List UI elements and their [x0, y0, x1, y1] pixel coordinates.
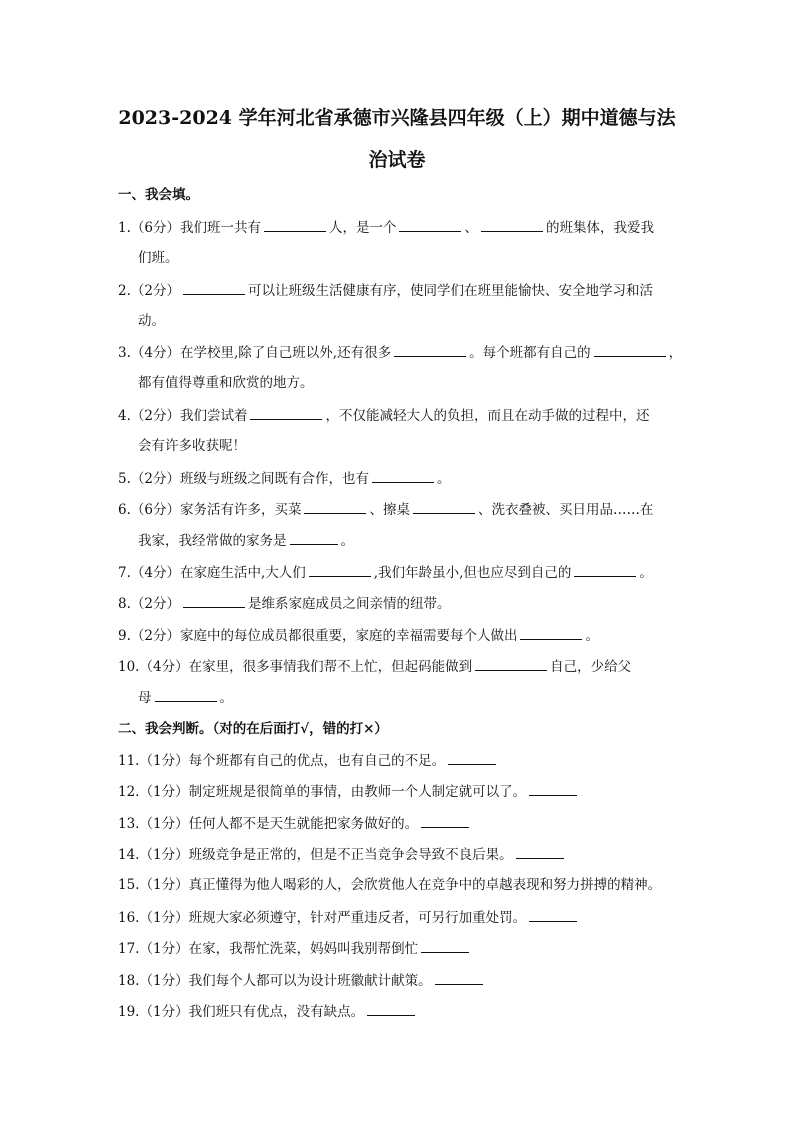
- answer-blank: [481, 218, 543, 232]
- question-10: 10.（4分）在家里，很多事情我们帮不上忙，但起码能做到 自己，少给父: [118, 659, 632, 675]
- question-1: 1.（6分）我们班一共有 人，是一个 、 的班集体，我爱我: [118, 220, 654, 236]
- answer-blank: [394, 343, 466, 357]
- answer-blank: [155, 688, 217, 702]
- answer-blank: [264, 218, 326, 232]
- question-3: 3.（4分）在学校里,除了自己班以外,还有很多 。每个班都有自己的 ，: [118, 345, 683, 361]
- question-1-cont: 们班。: [138, 250, 179, 266]
- judge-question: 19.（1分）我们班只有优点，没有缺点。: [118, 1002, 418, 1021]
- answer-blank: [183, 281, 245, 295]
- answer-blank: [574, 563, 636, 577]
- judge-question: 18.（1分）我们每个人都可以为设计班徽献计献策。: [118, 971, 486, 990]
- judge-question: 14.（1分）班级竞争是正常的，但是不正当竞争会导致不良后果。: [118, 845, 567, 864]
- exam-title-line1: 2023-2024 学年河北省承德市兴隆县四年级（上）期中道德与法: [118, 107, 676, 129]
- answer-blank: [520, 626, 582, 640]
- answer-blank: [421, 814, 469, 828]
- answer-blank: [413, 500, 475, 514]
- judge-question: 11.（1分）每个班都有自己的优点，也有自己的不足。: [118, 751, 499, 770]
- judge-question: 17.（1分）在家，我帮忙洗菜，妈妈叫我别帮倒忙: [118, 939, 472, 958]
- question-4-cont: 会有许多收获呢！: [138, 438, 246, 454]
- question-6: 6.（6分）家务活有许多，买菜 、擦桌 、洗衣叠被、买日用品……在: [118, 502, 654, 518]
- section-heading-judge: 二、我会判断。（对的在后面打√，错的打×）: [118, 721, 388, 737]
- exam-title-line2: 治试卷: [368, 149, 426, 171]
- question-8: 8.（2分） 是维系家庭成员之间亲情的纽带。: [118, 596, 451, 612]
- judge-question: 12.（1分）制定班规是很简单的事情，由教师一个人制定就可以了。: [118, 782, 580, 801]
- answer-blank: [435, 971, 483, 985]
- answer-blank: [372, 469, 434, 483]
- section-heading-fill: 一、我会填。: [118, 187, 199, 203]
- answer-blank: [183, 594, 245, 608]
- answer-blank: [529, 908, 577, 922]
- question-6-cont: 我家，我经常做的家务是 。: [138, 533, 354, 549]
- question-5: 5.（2分）班级与班级之间既有合作，也有 。: [118, 471, 451, 487]
- judge-question: 16.（1分）班规大家必须遵守，针对严重违反者，可另行加重处罚。: [118, 908, 580, 927]
- question-4: 4.（2分）我们尝试着 ，不仅能减轻大人的负担，而且在动手做的过程中，还: [118, 408, 650, 424]
- question-7: 7.（4分）在家庭生活中,大人们 ,我们年龄虽小,但也应尽到自己的 。: [118, 565, 653, 581]
- question-10-cont: 母 。: [138, 690, 233, 706]
- answer-blank: [421, 939, 469, 953]
- answer-blank: [516, 845, 564, 859]
- answer-blank: [290, 531, 338, 545]
- question-2-cont: 动。: [138, 313, 165, 329]
- answer-blank: [250, 406, 322, 420]
- answer-blank: [448, 751, 496, 765]
- answer-blank: [594, 343, 666, 357]
- answer-blank: [475, 657, 547, 671]
- question-3-cont: 都有值得尊重和欣赏的地方。: [138, 375, 314, 391]
- answer-blank: [529, 782, 577, 796]
- answer-blank: [367, 1002, 415, 1016]
- answer-blank: [399, 218, 461, 232]
- judge-question: 15.（1分）真正懂得为他人喝彩的人，会欣赏他人在竞争中的卓越表现和努力拼搏的精神。: [118, 877, 662, 893]
- judge-question: 13.（1分）任何人都不是天生就能把家务做好的。: [118, 814, 472, 833]
- answer-blank: [304, 500, 366, 514]
- answer-blank: [309, 563, 371, 577]
- question-9: 9.（2分）家庭中的每位成员都很重要，家庭的幸福需要每个人做出 。: [118, 628, 599, 644]
- question-2: 2.（2分） 可以让班级生活健康有序，使同学们在班里能愉快、安全地学习和活: [118, 283, 653, 299]
